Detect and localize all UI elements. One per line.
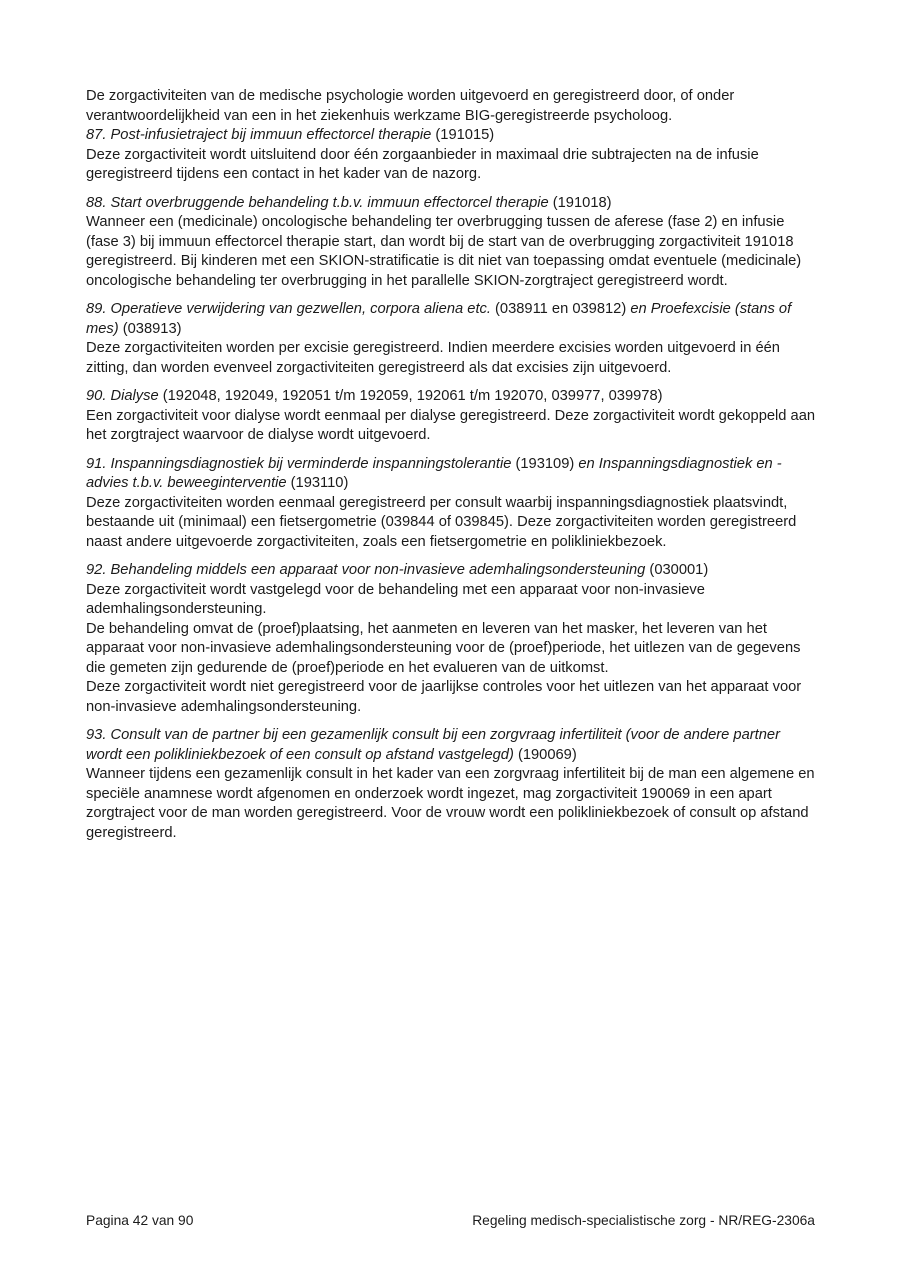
item-code-run: (193109) [511,455,579,472]
regulation-item [86,194,816,292]
item-code-run: (191018) [548,194,612,211]
regulation-item [86,561,816,717]
regulation-item [86,455,816,553]
item-heading [86,561,816,581]
items-list [86,126,816,843]
item-body-paragraph: Deze zorgactiviteiten worden per excisie geregistreerd. Indien meerdere excisies worden uitgevoerd in één zitting, dan worden evenveel zorgactiviteiten geregistreerd als dat excisies zijn uitgevoerd. [86,340,780,376]
page-content [86,87,816,852]
item-heading [86,726,816,765]
regulation-item [86,126,816,185]
item-title-run: 90. Dialyse [86,388,159,404]
item-body-paragraph: Een zorgactiviteit voor dialyse wordt eenmaal per dialyse geregistreerd. Deze zorgactiviteit wordt gekoppeld aan het zorgtraject waarvoor de dialyse wordt uitgevoerd. [86,407,816,443]
item-code-run: (191015) [431,127,495,143]
regulation-item [86,387,816,446]
item-code-run: (030001) [645,562,709,578]
item-body-paragraph: Wanneer tijdens een gezamenlijk consult in het kader van een zorgvraag infertiliteit bij de man een algemene en speciële anamnese wordt afgenomen en onderzoek wordt ingezet, mag zorgactiviteit 190069 in een apart zorgtraject voor de man worden geregistreerd. Voor de vrouw wordt een polikliniekbezoek of consult op afstand geregistreerd. [86,766,815,841]
item-code-run: (192048, 192049, 192051 t/m 192059, 192061 t/m 192070, 039977, 039978) [158,388,663,404]
item-code-run: (038913) [118,320,182,337]
item-body-paragraph: De behandeling omvat de (proef)plaatsing, het aanmeten en leveren van het masker, het leveren van het apparaat voor non-invasieve ademhalingsondersteuning voor de (proef)periode, het uitlezen van de gegevens die gemeten zijn gedurende de (proef)periode en het evalueren van de uitkomst. [86,620,801,676]
item-heading [86,387,816,407]
item-title-run: en Proefexcisie (stans of mes) [86,301,792,337]
intro-paragraph: De zorgactiviteiten van de medische psychologie worden uitgevoerd en geregistreerd door, of onder verantwoordelijkheid van een in het ziekenhuis werkzame BIG-geregistreerde psycholoog. [86,88,735,124]
item-heading [86,194,816,214]
item-code-run: (193110) [286,475,349,491]
item-heading [86,455,816,494]
item-body-paragraph: Deze zorgactiviteit wordt niet geregistreerd voor de jaarlijkse controles voor het uitlezen van het apparaat voor non-invasieve ademhalingsondersteuning. [86,679,802,715]
item-title-run: 87. Post-infusietraject bij immuun effectorcel therapie [86,127,432,143]
regulation-item [86,726,816,843]
page-footer [86,1212,815,1229]
item-code-run: (190069) [513,746,577,763]
footer-document-title: Regeling medisch-specialistische zorg - NR/REG-2306a [472,1213,815,1228]
item-code-run: (038911 en 039812) [490,301,631,317]
item-title-run: 93. Consult van de partner bij een gezamenlijk consult bij een zorgvraag infertiliteit (voor de andere partner wordt een polikliniekbezoek of een consult op afstand vastgelegd) [86,727,780,763]
item-body-paragraph: Deze zorgactiviteit wordt vastgelegd voor de behandeling met een apparaat voor non-invasieve ademhalingsondersteuning. [86,581,705,617]
item-title-run: 89. Operatieve verwijdering van gezwellen, corpora aliena etc. [86,301,491,317]
item-heading [86,126,816,146]
item-title-run: 91. Inspanningsdiagnostiek bij verminderde inspanningstolerantie [86,455,512,472]
item-body-paragraph: Deze zorgactiviteiten worden eenmaal geregistreerd per consult waarbij inspanningsdiagnostiek plaatsvindt, bestaande uit (minimaal) een fietsergometrie (039844 of 039845). Deze zorgactiviteiten worden geregistreerd naast andere uitgevoerde zorgactiviteiten, zoals een fietsergometrie en polikliniekbezoek. [86,494,797,550]
item-title-run: en Inspanningsdiagnostiek en -advies t.b.v. beweeginterventie [86,455,782,491]
item-body-paragraph: Wanneer een (medicinale) oncologische behandeling ter overbrugging tussen de aferese (fase 2) en infusie (fase 3) bij immuun effectorcel therapie start, dan wordt bij de start van de overbrugging zorgactiviteit 191018 geregistreerd. Bij kinderen met een SKION-stratificatie is dit niet van toepassing omdat eventuele (medicinale) oncologische behandeling ter overbrugging in het parallelle SKION-zorgtraject geregistreerd wordt. [86,214,802,289]
item-heading [86,300,816,339]
regulation-item [86,300,816,378]
footer-page-number: Pagina 42 van 90 [86,1213,194,1228]
item-body-paragraph: Deze zorgactiviteit wordt uitsluitend door één zorgaanbieder in maximaal drie subtrajecten na de infusie geregistreerd tijdens een contact in het kader van de nazorg. [86,146,759,182]
item-title-run: 88. Start overbruggende behandeling t.b.v. immuun effectorcel therapie [86,194,549,211]
item-title-run: 92. Behandeling middels een apparaat voor non-invasieve ademhalingsondersteuning [86,562,646,578]
